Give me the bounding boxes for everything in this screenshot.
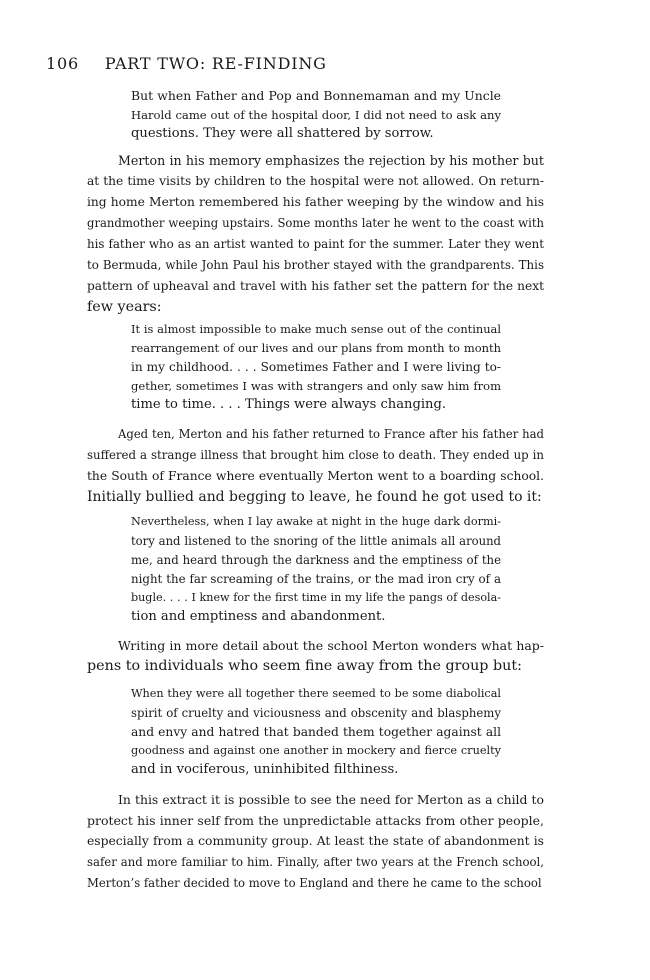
text-line: goodness and against one another in mockery and fierce cruelty (131, 743, 501, 757)
paragraph (87, 424, 544, 508)
paragraph (87, 150, 544, 318)
text-line: to Bermuda, while John Paul his brother stayed with the grandparents. This (87, 258, 544, 272)
text-line: It is almost impossible to make much sense out of the continual (131, 322, 501, 336)
text-line: Writing in more detail about the school Merton wonders what hap- (118, 638, 544, 653)
text-line: questions. They were all shattered by sorrow. (131, 125, 434, 141)
text-line: suffered a strange illness that brought him close to death. They ended up in (87, 448, 544, 462)
text-line: safer and more familiar to him. Finally, after two years at the French school, (87, 855, 544, 869)
running-title: PART TWO: RE-FINDING (104, 54, 327, 73)
text-line: the South of France where eventually Merton went to a boarding school. (87, 469, 544, 483)
paragraph (87, 635, 544, 677)
text-line: spirit of cruelty and viciousness and obscenity and blasphemy (131, 705, 501, 720)
text-line: bugle. . . . I knew for the first time in my life the pangs of desola- (131, 590, 501, 604)
text-line: In this extract it is possible to see the need for Merton as a child to (118, 792, 544, 807)
text-line: Harold came out of the hospital door, I did not need to ask any (131, 107, 501, 122)
text-line: pattern of upheaval and travel with his father set the pattern for the next (87, 279, 544, 293)
block-quote (131, 320, 501, 415)
text-line: tion and emptiness and abandonment. (131, 608, 386, 624)
text-line: tory and listened to the snoring of the little animals all around (131, 533, 501, 548)
text-line: rearrangement of our lives and our plans from month to month (131, 340, 501, 355)
text-line: When they were all together there seemed to be some diabolical (131, 687, 501, 700)
text-line: But when Father and Pop and Bonnemaman and my Uncle (131, 88, 501, 103)
text-line: especially from a community group. At least the state of abandonment is (87, 834, 544, 848)
running-header (46, 52, 327, 76)
text-line: Merton’s father decided to move to England and there he came to the school (87, 876, 542, 890)
block-quote (131, 685, 501, 780)
text-line: Initially bullied and begging to leave, he found he got used to it: (87, 489, 542, 505)
text-line: and envy and hatred that banded them together against all (131, 724, 501, 739)
block-quote (131, 513, 501, 626)
text-line: protect his inner self from the unpredictable attacks from other people, (87, 813, 544, 828)
text-line: at the time visits by children to the hospital were not allowed. On return- (87, 174, 544, 188)
text-line: Aged ten, Merton and his father returned to France after his father had (118, 427, 544, 441)
text-line: and in vociferous, uninhibited filthiness. (131, 761, 399, 777)
text-line: time to time. . . . Things were always changing. (131, 396, 447, 412)
text-line: ing home Merton remembered his father weeping by the window and his (87, 195, 544, 209)
page-number: 106 (46, 54, 79, 73)
text-line: pens to individuals who seem fine away from the group but: (87, 658, 522, 674)
text-line: gether, sometimes I was with strangers and only saw him from (131, 378, 501, 393)
block-quote (131, 87, 501, 144)
text-line: his father who as an artist wanted to paint for the summer. Later they went (87, 237, 544, 251)
text-line: night the far screaming of the trains, or the mad iron cry of a (131, 571, 501, 586)
text-line: Merton in his memory emphasizes the rejection by his mother but (118, 153, 544, 168)
text-line: grandmother weeping upstairs. Some months later he went to the coast with (87, 216, 544, 230)
text-line: in my childhood. . . . Sometimes Father and I were living to- (131, 359, 501, 374)
paragraph (87, 789, 544, 894)
text-line: me, and heard through the darkness and the emptiness of the (131, 552, 501, 567)
text-line: few years: (87, 299, 162, 315)
text-line: Nevertheless, when I lay awake at night in the huge dark dormi- (131, 515, 501, 528)
